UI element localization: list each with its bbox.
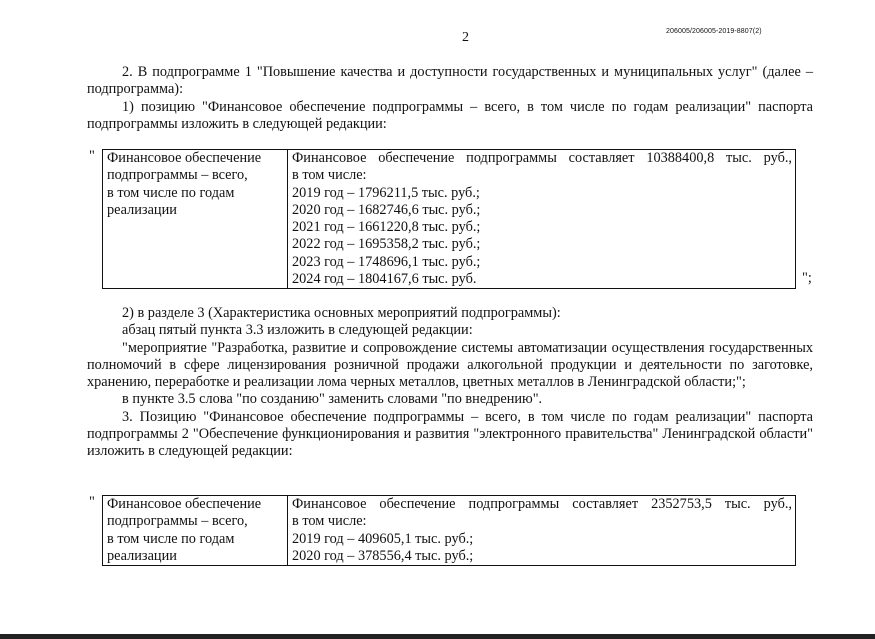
table-1-line: 2024 год – 1804167,6 тыс. руб. xyxy=(292,271,477,288)
table-1-total: Финансовое обеспечение подпрограммы составляет 10388400,8 тыс. руб., xyxy=(292,150,792,166)
table-2-open-quote: " xyxy=(89,494,95,510)
page-number: 2 xyxy=(462,30,469,45)
table-2-total: Финансовое обеспечение подпрограммы составляет 2352753,5 тыс. руб., xyxy=(292,496,792,512)
paragraph-section-3: 2) в разделе 3 (Характеристика основных мероприятий подпрограммы): xyxy=(122,305,561,321)
table-1-right-cell xyxy=(288,150,796,289)
table-2-left-line: реализации xyxy=(107,547,177,564)
finance-table-2 xyxy=(102,495,796,566)
table-2-left-line: в том числе по годам xyxy=(107,530,235,547)
table-2-line: 2019 год – 409605,1 тыс. руб.; xyxy=(292,530,474,547)
paragraph-subprogram-2: 3. Позицию "Финансовое обеспечение подпрограммы – всего, в том числе по годам реализации" паспорта подпрограммы 2 "Обеспечение функционирования и развития "электронного правительства" Ленинградской области" изложить в следующей редакции: xyxy=(87,408,813,460)
table-1-left-cell xyxy=(103,150,288,289)
table-1-line: 2019 год – 1796211,5 тыс. руб.; xyxy=(292,184,480,201)
table-2-left-cell xyxy=(103,496,288,566)
table-2-line: 2020 год – 378556,4 тыс. руб.; xyxy=(292,547,474,564)
section-1-text xyxy=(87,64,813,133)
table-1-left-line: подпрограммы – всего, xyxy=(107,167,248,184)
finance-table-1 xyxy=(102,149,796,289)
table-2-line: в том числе: xyxy=(292,513,367,530)
paragraph-clause-3-5: в пункте 3.5 слова "по созданию" заменить словами "по внедрению". xyxy=(122,391,543,408)
table-1-line: 2021 год – 1661220,8 тыс. руб.; xyxy=(292,219,481,236)
table-1-open-quote: " xyxy=(89,148,95,164)
paragraph-clause-3-3: абзац пятый пункта 3.3 изложить в следующей редакции: xyxy=(122,322,473,339)
document-code: 206005/206005-2019-8807(2) xyxy=(666,28,762,35)
paragraph-subprogram-1: 2. В подпрограмме 1 "Повышение качества и доступности государственных и муниципальных услуг" (далее – подпрограмма): xyxy=(87,64,813,98)
paragraph-measure: "мероприятие "Разработка, развитие и сопровождение системы автоматизации осуществления государственных полномочий в сфере лицензирования розничной продажи алкогольной продукции и деятельности по заготовке, хранению, переработке и реализации лома черных металлов, цветных металлов в Ленинградской области;"; xyxy=(87,339,813,391)
table-1-left-line: Финансовое обеспечение xyxy=(107,150,262,166)
table-1-line: 2020 год – 1682746,6 тыс. руб.; xyxy=(292,201,481,218)
table-2-left-line: подпрограммы – всего, xyxy=(107,513,248,530)
section-2-text xyxy=(87,305,813,461)
table-1-line: 2022 год – 1695358,2 тыс. руб.; xyxy=(292,236,481,253)
paragraph-position-1: 1) позицию "Финансовое обеспечение подпрограммы – всего, в том числе по годам реализации" паспорта подпрограммы изложить в следующей редакции: xyxy=(87,98,813,132)
scan-bottom-edge xyxy=(0,634,875,639)
table-1-close-quote: "; xyxy=(802,270,812,286)
table-1-line: в том числе: xyxy=(292,167,367,184)
table-2-right-cell xyxy=(288,496,796,566)
table-2-left-line: Финансовое обеспечение xyxy=(107,496,262,512)
table-1-left-line: в том числе по годам xyxy=(107,184,235,201)
table-1-left-line: реализации xyxy=(107,201,177,218)
table-1-line: 2023 год – 1748696,1 тыс. руб.; xyxy=(292,253,481,270)
